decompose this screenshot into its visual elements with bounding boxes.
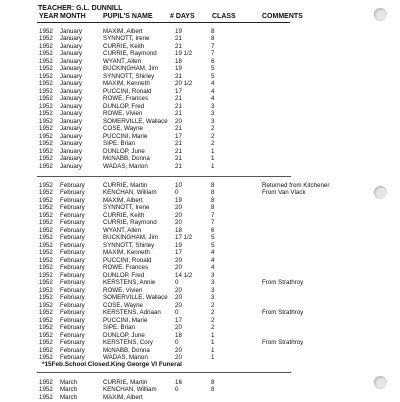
month-cell: February: [60, 279, 85, 286]
month-cell: February: [60, 234, 85, 241]
days-cell: 21: [175, 35, 182, 42]
year-cell: 1952: [39, 378, 53, 386]
pupil-name-cell: PUCCINI, Ronald: [103, 87, 152, 95]
year-cell: 1952: [39, 125, 53, 132]
month-cell: February: [60, 346, 85, 354]
days-cell: 0: [175, 339, 179, 346]
section-separator: [37, 372, 291, 373]
days-cell: 0: [175, 309, 179, 316]
days-cell: 17: [175, 316, 182, 324]
days-cell: 18: [175, 57, 182, 65]
days-cell: 19: [175, 241, 182, 249]
header-divider: [37, 22, 290, 23]
month-cell: January: [60, 110, 83, 117]
days-cell: 20: [175, 286, 182, 294]
year-cell: 1952: [39, 354, 53, 361]
comment-cell: From Van Vlack: [262, 189, 306, 196]
year-cell: 1952: [39, 65, 53, 72]
pupil-name-cell: SIPE, Brian: [103, 140, 135, 147]
year-cell: 1952: [39, 189, 53, 196]
year-cell: 1952: [39, 346, 53, 354]
pupil-name-cell: MAXIM, Kenneth: [103, 249, 150, 256]
header-year: YEAR: [39, 13, 59, 20]
pupil-name-cell: SYNNOTT, Irene: [103, 204, 150, 211]
month-cell: March: [60, 393, 78, 401]
class-cell: 5: [211, 234, 215, 241]
year-cell: 1952: [39, 309, 53, 316]
comment-cell: From Strathroy: [262, 309, 304, 316]
days-cell: 20 1/2: [175, 80, 193, 87]
pupil-name-cell: MAXIM, Albert: [103, 393, 143, 401]
class-cell: 8: [211, 386, 215, 393]
year-cell: 1952: [39, 234, 53, 241]
class-cell: 3: [211, 110, 215, 117]
year-cell: 1952: [39, 393, 53, 401]
class-cell: 4: [211, 256, 215, 264]
pupil-name-cell: McNABB, Donna: [103, 155, 150, 162]
month-cell: March: [60, 386, 78, 393]
class-cell: 3: [211, 294, 215, 301]
days-cell: 0: [175, 189, 179, 196]
pupil-name-cell: CURRIE, Keith: [103, 42, 145, 50]
class-cell: 3: [211, 117, 215, 125]
class-cell: 8: [211, 189, 215, 196]
year-cell: 1952: [39, 196, 53, 204]
class-cell: 7: [211, 211, 215, 219]
pupil-name-cell: BUCKINGHAM, Jim: [103, 65, 159, 72]
days-cell: 21: [175, 162, 182, 170]
days-cell: 21: [175, 155, 182, 162]
header-comments: COMMENTS: [262, 13, 303, 20]
table-row: [0, 394, 400, 402]
class-cell: 2: [211, 301, 215, 309]
year-cell: 1952: [39, 95, 53, 102]
days-cell: 20: [175, 354, 182, 361]
days-cell: 0: [175, 279, 179, 286]
class-cell: 7: [211, 219, 215, 226]
pupil-name-cell: McNABB, Donna: [103, 346, 150, 354]
class-cell: 2: [211, 324, 215, 331]
comment-cell: From Strathroy: [262, 339, 304, 346]
month-cell: February: [60, 354, 85, 361]
year-cell: 1952: [39, 42, 53, 50]
month-cell: February: [60, 196, 85, 204]
pupil-name-cell: SYNNOTT, Shirley: [103, 72, 155, 80]
pupil-name-cell: ROWE, Vivien: [103, 286, 143, 294]
month-cell: January: [60, 87, 83, 95]
days-cell: 21: [175, 140, 182, 147]
month-cell: February: [60, 204, 85, 211]
class-cell: 8: [211, 181, 215, 189]
pupil-name-cell: WYANT, Allen: [103, 226, 142, 234]
pupil-name-cell: KERSTENS, Adriaan: [103, 309, 161, 316]
month-cell: February: [60, 286, 85, 294]
month-cell: January: [60, 27, 83, 35]
class-cell: 3: [211, 286, 215, 294]
pupil-name-cell: WADAS, Marion: [103, 354, 148, 361]
pupil-name-cell: SIPE, Brian: [103, 324, 135, 331]
year-cell: 1952: [39, 110, 53, 117]
class-cell: 4: [211, 264, 215, 271]
days-cell: 20: [175, 324, 182, 331]
month-cell: January: [60, 140, 83, 147]
month-cell: January: [60, 80, 83, 87]
pupil-name-cell: CURRIE, Keith: [103, 211, 145, 219]
month-cell: February: [60, 226, 85, 234]
days-cell: 19: [175, 27, 182, 35]
pupil-name-cell: MAXIM, Albert: [103, 27, 143, 35]
days-cell: 20: [175, 346, 182, 354]
days-cell: 14 1/2: [175, 271, 193, 279]
month-cell: March: [60, 378, 78, 386]
table-row: [0, 163, 400, 171]
class-cell: 2: [211, 140, 215, 147]
pupil-name-cell: ROWE, Frances: [103, 95, 149, 102]
pupil-name-cell: KERSTENS, Cory: [103, 339, 153, 346]
class-cell: 1: [211, 162, 215, 170]
days-cell: 20: [175, 264, 182, 271]
month-cell: February: [60, 339, 85, 346]
class-cell: 4: [211, 95, 215, 102]
pupil-name-cell: KENCHAN, William: [103, 386, 157, 393]
days-cell: 21: [175, 95, 182, 102]
days-cell: 17 1/2: [175, 234, 193, 241]
month-cell: February: [60, 241, 85, 249]
pupil-name-cell: KENCHAN, William: [103, 189, 157, 196]
days-cell: 20: [175, 301, 182, 309]
days-cell: 20: [175, 219, 182, 226]
days-cell: 21: [175, 125, 182, 132]
pupil-name-cell: ROWE, Frances: [103, 264, 149, 271]
header-class: CLASS: [212, 13, 236, 20]
class-cell: 8: [211, 196, 215, 204]
year-cell: 1952: [39, 271, 53, 279]
class-cell: 1: [211, 346, 215, 354]
year-cell: 1952: [39, 87, 53, 95]
days-cell: 20: [175, 256, 182, 264]
year-cell: 1952: [39, 226, 53, 234]
class-cell: 3: [211, 102, 215, 110]
pupil-name-cell: WYANT, Allen: [103, 57, 142, 65]
pupil-name-cell: PUCCINI, Marie: [103, 132, 148, 140]
month-cell: January: [60, 42, 83, 50]
year-cell: 1952: [39, 57, 53, 65]
class-cell: 3: [211, 271, 215, 279]
year-cell: 1952: [39, 264, 53, 271]
class-cell: 8: [211, 27, 215, 35]
comment-cell: Returned from Kitchener: [262, 181, 330, 189]
year-cell: 1952: [39, 301, 53, 309]
month-cell: February: [60, 249, 85, 256]
days-cell: 19 1/2: [175, 50, 193, 57]
month-cell: January: [60, 155, 83, 162]
pupil-name-cell: CURRIE, Martin: [103, 378, 148, 386]
pupil-name-cell: MAXIM, Kenneth: [103, 80, 150, 87]
month-cell: February: [60, 301, 85, 309]
class-cell: 1: [211, 339, 215, 346]
class-cell: 1: [211, 331, 215, 339]
month-cell: January: [60, 125, 83, 132]
month-cell: February: [60, 331, 85, 339]
section-separator: [37, 176, 291, 177]
days-cell: 18: [175, 331, 182, 339]
header-month: MONTH: [60, 13, 86, 20]
pupil-name-cell: DUNLOP, June: [103, 147, 145, 155]
month-cell: January: [60, 117, 83, 125]
year-cell: 1952: [39, 211, 53, 219]
year-cell: 1952: [39, 331, 53, 339]
year-cell: 1952: [39, 35, 53, 42]
binder-hole: [374, 8, 387, 21]
class-cell: 5: [211, 241, 215, 249]
year-cell: 1952: [39, 147, 53, 155]
days-cell: 20: [175, 294, 182, 301]
header-name: PUPIL'S NAME: [103, 13, 153, 20]
year-cell: 1952: [39, 155, 53, 162]
class-cell: 7: [211, 42, 215, 50]
days-cell: 17: [175, 87, 182, 95]
year-cell: 1952: [39, 386, 53, 393]
month-cell: February: [60, 316, 85, 324]
year-cell: 1952: [39, 324, 53, 331]
days-cell: 21: [175, 147, 182, 155]
pupil-name-cell: CURRIE, Raymond: [103, 50, 157, 57]
days-cell: 20: [175, 204, 182, 211]
month-cell: January: [60, 95, 83, 102]
february-note: *15Feb.School Closed.King George VI Funeral: [42, 361, 182, 368]
days-cell: 17: [175, 132, 182, 140]
pupil-name-cell: SOMERVILLE, Wallace: [103, 117, 168, 125]
month-cell: February: [60, 294, 85, 301]
pupil-name-cell: CURRIE, Martin: [103, 181, 148, 189]
pupil-name-cell: KERSTENS, Annie: [103, 279, 156, 286]
year-cell: 1952: [39, 294, 53, 301]
pupil-name-cell: BUCKINGHAM, Jim: [103, 234, 159, 241]
month-cell: January: [60, 102, 83, 110]
pupil-name-cell: SYNNOTT, Irene: [103, 35, 150, 42]
pupil-name-cell: DUNLOP, Fred: [103, 102, 145, 110]
pupil-name-cell: DUNLOP, June: [103, 331, 145, 339]
year-cell: 1952: [39, 140, 53, 147]
pupil-name-cell: DUNLOP, Fred: [103, 271, 145, 279]
month-cell: February: [60, 189, 85, 196]
class-cell: 4: [211, 249, 215, 256]
month-cell: January: [60, 65, 83, 72]
year-cell: 1952: [39, 241, 53, 249]
year-cell: 1952: [39, 72, 53, 80]
year-cell: 1952: [39, 316, 53, 324]
month-cell: January: [60, 57, 83, 65]
pupil-name-cell: MAXIM, Albert: [103, 196, 143, 204]
month-cell: January: [60, 162, 83, 170]
days-cell: 20: [175, 211, 182, 219]
days-cell: 21: [175, 42, 182, 50]
year-cell: 1952: [39, 50, 53, 57]
class-cell: 1: [211, 147, 215, 155]
days-cell: 21: [175, 110, 182, 117]
month-cell: January: [60, 72, 83, 80]
pupil-name-cell: COSE, Wayne: [103, 125, 144, 132]
class-cell: 4: [211, 87, 215, 95]
class-cell: 6: [211, 57, 215, 65]
class-cell: 6: [211, 226, 215, 234]
days-cell: 10: [175, 181, 182, 189]
year-cell: 1952: [39, 204, 53, 211]
days-cell: 19: [175, 196, 182, 204]
month-cell: January: [60, 132, 83, 140]
pupil-name-cell: WADAS, Marion: [103, 162, 148, 170]
class-cell: 8: [211, 378, 215, 386]
class-cell: 8: [211, 204, 215, 211]
class-cell: 4: [211, 80, 215, 87]
days-cell: 18: [175, 226, 182, 234]
month-cell: February: [60, 264, 85, 271]
year-cell: 1952: [39, 27, 53, 35]
days-cell: 0: [175, 386, 179, 393]
class-cell: 5: [211, 72, 215, 80]
year-cell: 1952: [39, 132, 53, 140]
month-cell: February: [60, 181, 85, 189]
month-cell: February: [60, 256, 85, 264]
class-cell: 2: [211, 125, 215, 132]
month-cell: January: [60, 50, 83, 57]
year-cell: 1952: [39, 181, 53, 189]
comment-cell: From Strathroy: [262, 279, 304, 286]
pupil-name-cell: COSE, Wayne: [103, 301, 144, 309]
days-cell: 17: [175, 249, 182, 256]
year-cell: 1952: [39, 279, 53, 286]
days-cell: 21: [175, 102, 182, 110]
header-days: # DAYS: [170, 13, 195, 20]
days-cell: 19: [175, 65, 182, 72]
month-cell: January: [60, 35, 83, 42]
pupil-name-cell: ROWE, Vivien: [103, 110, 143, 117]
class-cell: 1: [211, 155, 215, 162]
year-cell: 1952: [39, 80, 53, 87]
class-cell: 2: [211, 316, 215, 324]
pupil-name-cell: CURRIE, Raymond: [103, 219, 157, 226]
year-cell: 1952: [39, 339, 53, 346]
days-cell: 20: [175, 117, 182, 125]
year-cell: 1952: [39, 249, 53, 256]
teacher-heading: TEACHER: G.L. DUNNILL: [38, 5, 123, 12]
class-cell: 2: [211, 132, 215, 140]
class-cell: 8: [211, 35, 215, 42]
class-cell: 7: [211, 50, 215, 57]
month-cell: February: [60, 271, 85, 279]
month-cell: January: [60, 147, 83, 155]
pupil-name-cell: PUCCINI, Ronald: [103, 256, 152, 264]
year-cell: 1952: [39, 286, 53, 294]
class-cell: 5: [211, 65, 215, 72]
pupil-name-cell: SOMERVILLE, Wallace: [103, 294, 168, 301]
class-cell: 3: [211, 279, 215, 286]
year-cell: 1952: [39, 162, 53, 170]
year-cell: 1952: [39, 102, 53, 110]
pupil-name-cell: PUCCINI, Marie: [103, 316, 148, 324]
pupil-name-cell: SYNNOTT, Shirley: [103, 241, 155, 249]
year-cell: 1952: [39, 256, 53, 264]
month-cell: February: [60, 309, 85, 316]
month-cell: February: [60, 324, 85, 331]
month-cell: February: [60, 219, 85, 226]
days-cell: 16: [175, 378, 182, 386]
class-cell: 1: [211, 354, 215, 361]
month-cell: February: [60, 211, 85, 219]
year-cell: 1952: [39, 117, 53, 125]
class-cell: 2: [211, 309, 215, 316]
days-cell: 21: [175, 72, 182, 80]
year-cell: 1952: [39, 219, 53, 226]
